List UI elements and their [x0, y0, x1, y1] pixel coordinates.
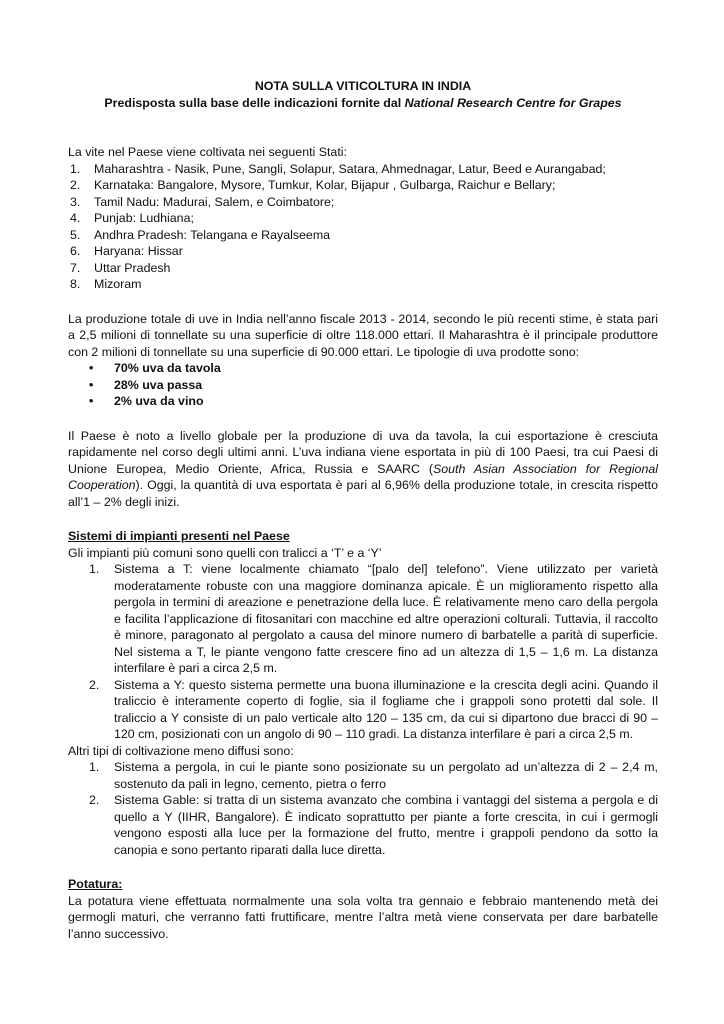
pruning-heading: Potatura:: [68, 877, 123, 891]
other-systems-intro: Altri tipi di coltivazione meno diffusi sono:: [68, 743, 294, 758]
states-intro: La vite nel Paese viene coltivata nei seguenti Stati:: [68, 145, 347, 159]
item-number: 1.: [89, 760, 100, 774]
item-text: Andhra Pradesh: Telangana e Rayalseema: [94, 227, 331, 242]
state-item: [68, 260, 658, 277]
item-number: 4.: [70, 211, 81, 225]
saarc-expansion: South Asian Association for Regional Cooperation: [68, 461, 658, 492]
item-number: 5.: [70, 227, 81, 242]
state-item: [68, 177, 658, 194]
export-paragraph: [68, 428, 658, 511]
item-number: 7.: [70, 260, 81, 275]
grape-type-item: • 28% uva passa: [68, 377, 658, 394]
state-item: [68, 210, 658, 227]
states-list: [68, 161, 658, 293]
systems-list: [68, 561, 658, 743]
item-number: 2.: [70, 178, 81, 192]
item-number: 3.: [70, 194, 81, 209]
item-text: Sistema a T: viene localmente chiamato “[palo del] telefono”. Viene utilizzato per varietà moderatamente robuste con una maggiore dominanza apicale. È un miglioramento rispetto alla pergola in termini di areazione e penetrazione della luce. È relativamente meno caro della pergola e facilita l’applicazione di fitosanitari con macchine ed altre operazioni colturali. Tuttavia, il raccolto è minore, paragonato al pergolato a causa del minore numero di barbatelle a parità di superficie. Nel sistema a T, le piante vengono fatte crescere fino ad un altezza di 1,5 – 1,6 m. La distanza interfilare è pari a circa 2,5 m.: [114, 562, 658, 675]
grape-type-item: • 70% uva da tavola: [68, 360, 658, 377]
item-text: Punjab: Ludhiana;: [94, 211, 194, 225]
document-subtitle: [68, 95, 658, 112]
other-systems-list: [68, 759, 658, 858]
item-text: Sistema a pergola, in cui le piante sono posizionate su un pergolato ad un’altezza di 2 – 2,4 m, sostenuto da pali in legno, cemento, pietra o ferro: [114, 760, 658, 791]
pruning-paragraph: La potatura viene effettuata normalmente una sola volta tra gennaio e febbraio mantenendo metà dei germogli maturi, che verranno fatti fruttificare, mentre l’altra metà viene conservata per dare barbatelle l’anno successivo.: [68, 893, 658, 941]
item-text: Karnataka: Bangalore, Mysore, Tumkur, Kolar, Bijapur , Gulbarga, Raichur e Bellary;: [94, 178, 556, 192]
item-number: 8.: [70, 277, 81, 291]
state-item: [68, 161, 658, 178]
subtitle-text: Predisposta sulla base delle indicazioni fornite dal: [104, 95, 405, 110]
grape-types-list: [68, 360, 658, 410]
document-title: NOTA SULLA VITICOLTURA IN INDIA: [254, 79, 472, 93]
export-text-b: ). Oggi, la quantità di uva esportata è pari al 6,96% della produzione totale, in crescita rispetto all’1 – 2% degli inizi.: [68, 478, 658, 509]
system-item: [68, 677, 658, 743]
item-text: Haryana: Hissar: [94, 244, 183, 258]
system-item: [68, 561, 658, 677]
item-number: 1.: [89, 562, 100, 576]
item-text: Uttar Pradesh: [94, 260, 171, 275]
item-text: Tamil Nadu: Madurai, Salem, e Coimbatore;: [94, 194, 335, 209]
state-item: [68, 276, 658, 293]
item-number: 2.: [89, 677, 100, 692]
export-text-a: Il Paese è noto a livello globale per la produzione di uva da tavola, la cui esportazione è cresciuta rapidamente nel corso degli ultimi anni. L’uva indiana viene esportata in più di 100 Paesi, tra cui Paesi di Unione Europea, Medio Oriente, Africa, Russia e SAARC (: [68, 428, 658, 476]
systems-heading: Sistemi di impianti presenti nel Paese: [68, 529, 290, 543]
item-text: Sistema a Y: questo sistema permette una buona illuminazione e la crescita degli acini. Quando il traliccio è interamente coperto di foglie, sia il fogliame che i grappoli sono protetti dal sole. Il traliccio a Y consiste di un palo verticale alto 120 – 135 cm, da cui si dipartono due bracci di 90 – 120 cm, posizionati con un angolo di 90 – 110 gradi. La distanza interfilare è pari a circa 2,5 m.: [114, 677, 658, 741]
production-paragraph: La produzione totale di uve in India nell’anno fiscale 2013 - 2014, secondo le più recenti stime, è stata pari a 2,5 milioni di tonnellate su una superficie di oltre 118.000 ettari. Il Maharashtra è il principale produttore con 2 milioni di tonnellate su una superficie di 90.000 ettari. Le tipologie di uva prodotte sono:: [68, 311, 658, 359]
system-item: [68, 759, 658, 792]
item-text: Sistema Gable: si tratta di un sistema avanzato che combina i vantaggi del sistema a pergola e di quello a Y (IIHR, Bangalore). È indicato soprattutto per piante a forte crescita, in cui i germogli vengono esposti alla luce per la formazione del frutto, mentre i grappoli pendono da sotto la canopia e sono pertanto riparati dalla luce diretta.: [114, 793, 658, 857]
item-number: 2.: [89, 793, 100, 807]
state-item: [68, 227, 658, 244]
item-text: Maharashtra - Nasik, Pune, Sangli, Solapur, Satara, Ahmednagar, Latur, Beed e Aurangabad;: [94, 161, 606, 176]
subtitle-source: National Research Centre for Grapes: [404, 95, 622, 110]
state-item: [68, 194, 658, 211]
systems-intro: Gli impianti più comuni sono quelli con tralicci a ‘T’ e a ‘Y’: [68, 545, 382, 560]
document-page: [68, 78, 658, 942]
item-number: 1.: [70, 161, 81, 176]
system-item: [68, 792, 658, 858]
grape-type-item: • 2% uva da vino: [68, 393, 658, 410]
item-text: Mizoram: [94, 277, 142, 291]
item-number: 6.: [70, 244, 81, 258]
state-item: [68, 243, 658, 260]
